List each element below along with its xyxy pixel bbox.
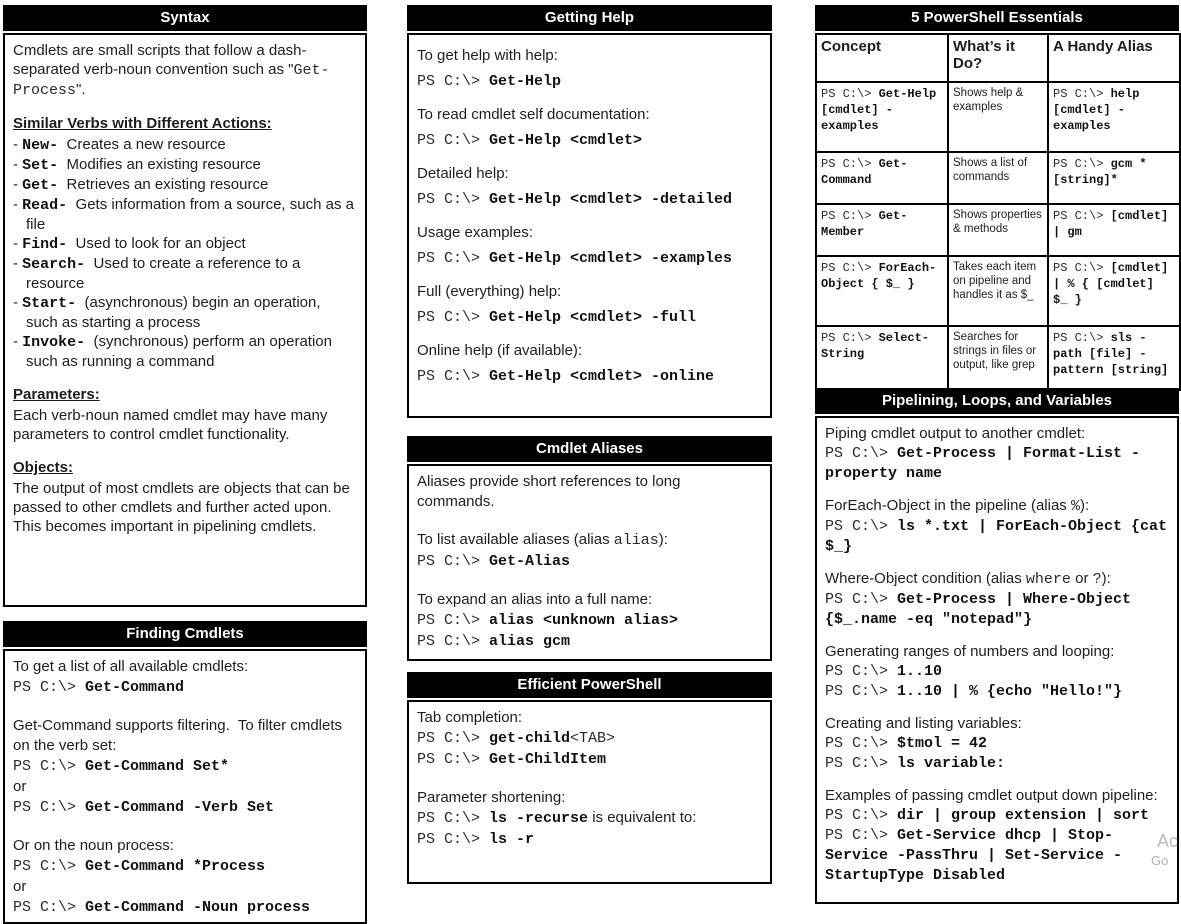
code-run: PS C:\> (417, 73, 490, 90)
text-line (417, 610, 761, 631)
code-run: gcm *[string]* (1053, 157, 1147, 187)
description-cell: Shows a list of commands (948, 152, 1048, 204)
text-line (417, 363, 761, 389)
text-line (417, 186, 761, 212)
text-run: Online help (if available): (417, 342, 583, 359)
text-line (417, 127, 761, 153)
panel-pipelining-loops-variables (815, 388, 1179, 884)
panel-title: 5 PowerShell Essentials (815, 5, 1179, 31)
text-line (13, 756, 356, 797)
text-line (417, 245, 761, 271)
text-block (825, 714, 1168, 773)
text-run: To get help with help: (417, 47, 558, 64)
text-run: To read cmdlet self documentation: (417, 106, 650, 123)
code-run: PS C:\> (13, 899, 86, 916)
alias-cell (1048, 326, 1180, 390)
text-line (1053, 86, 1175, 134)
code-run: PS C:\> (825, 591, 898, 608)
code-run: ls *.txt | ForEach-Object {cat $_} (825, 518, 1177, 555)
text-block (417, 220, 761, 271)
activation-watermark-fragment-1: Ac (1157, 831, 1179, 851)
code-run: PS C:\> (821, 331, 879, 345)
text-run: - (13, 196, 23, 213)
text-run: The output of most cmdlets are objects that can be passed to other cmdlets and further acted upon. This becomes important in pipelining cmdlets. (13, 480, 355, 535)
code-run: alias (613, 532, 659, 549)
text-run: Creates a new resource (58, 136, 226, 153)
code-run: alias <unknown alias> (489, 612, 679, 629)
text-block (13, 836, 356, 918)
text-block (417, 279, 761, 330)
text-line (13, 254, 356, 293)
text-run: Or on the noun process: (13, 837, 174, 854)
code-run: PS C:\> (13, 799, 86, 816)
text-block (417, 338, 761, 389)
text-line (825, 786, 1168, 805)
text-line (13, 836, 356, 856)
code-run: Get-Process (13, 62, 330, 99)
column-header-what: What’s it Do? (948, 34, 1048, 82)
alias-cell (1048, 152, 1180, 204)
text-run: - (13, 294, 23, 311)
code-run: PS C:\> (13, 679, 86, 696)
code-run: ls -r (489, 831, 535, 848)
text-line (13, 195, 359, 234)
code-run: Get-Command -Verb Set (85, 799, 275, 816)
text-line (13, 234, 356, 254)
text-line (825, 424, 1168, 443)
code-run: Get-Command (821, 157, 908, 187)
panel-body (407, 700, 772, 884)
panel-syntax (3, 5, 367, 607)
code-run (229, 758, 346, 775)
text-line (417, 708, 761, 728)
concept-cell (816, 204, 948, 256)
text-run: Aliases provide short references to long commands. (417, 473, 685, 510)
panel-getting-help (407, 5, 772, 418)
code-run: PS C:\> (417, 612, 490, 629)
text-block (825, 786, 1168, 885)
text-line (1053, 260, 1175, 308)
text-run: - (13, 176, 23, 193)
code-run: Get-Service dhcp | Stop-Service -PassThru | Set-Service -StartupType Disabled (825, 827, 1123, 884)
table-row (816, 82, 1180, 152)
code-run: Start- (22, 295, 77, 312)
text-run: Retrieves an existing resource (58, 176, 269, 193)
essentials-table (815, 33, 1181, 391)
code-run: alias gcm (489, 633, 571, 650)
text-line (417, 808, 761, 829)
text-block (417, 43, 761, 94)
text-run: - (13, 136, 23, 153)
code-run: ls variable: (897, 755, 1006, 772)
text-line (13, 716, 356, 756)
code-run: PS C:\> (1053, 87, 1111, 101)
text-line (825, 569, 1168, 589)
code-run: PS C:\> (417, 831, 490, 848)
text-run: ForEach-Object in the pipeline (alias (825, 497, 1071, 514)
text-line (13, 479, 356, 536)
text-line (417, 472, 761, 512)
code-run: Get-Command (85, 679, 185, 696)
text-run: - (13, 255, 23, 272)
code-run: % (1070, 498, 1080, 515)
text-run: (asynchronous) begin an operation, such as starting a process (26, 294, 325, 331)
code-run: PS C:\> (417, 810, 490, 827)
text-block (417, 530, 761, 572)
text-run: Cmdlets are small scripts that follow a dash-separated verb-noun convention such as " (13, 42, 307, 78)
text-line (13, 135, 356, 155)
code-run: help [cmdlet] -examples (1053, 87, 1147, 133)
code-run: Get-Help (489, 73, 562, 90)
code-run: PS C:\> (417, 132, 490, 149)
activation-watermark-fragment-2: Go (1151, 853, 1169, 868)
concept-cell (816, 82, 948, 152)
code-run: PS C:\> (417, 730, 490, 747)
text-line (825, 642, 1168, 661)
panel-title: Finding Cmdlets (3, 621, 367, 647)
text-line (821, 330, 943, 362)
text-block (825, 642, 1168, 701)
panel-title: Syntax (3, 5, 367, 31)
code-run: PS C:\> (417, 751, 490, 768)
code-run: Get-Command Set* (85, 758, 230, 775)
text-run: ): (658, 531, 668, 548)
text-run: Get-Command supports filtering. To filter cmdlets on the verb set: (13, 717, 347, 754)
text-block (13, 479, 356, 536)
table-row (816, 152, 1180, 204)
description-cell: Searches for strings in files or output, like grep (948, 326, 1048, 390)
code-run: PS C:\> (821, 209, 879, 223)
code-run: Get-Help <cmdlet> -detailed (489, 191, 733, 208)
panel-body (407, 33, 772, 418)
text-line (825, 443, 1168, 483)
text-line (417, 68, 761, 94)
text-line (825, 589, 1168, 629)
text-run: Each verb-noun named cmdlet may have many parameters to control cmdlet functionality. (13, 407, 332, 443)
text-run: Usage examples: (417, 224, 533, 241)
text-line (13, 155, 356, 175)
text-block (825, 424, 1168, 483)
code-run: [cmdlet] | % { [cmdlet] $_ } (1053, 261, 1176, 307)
section-heading: Objects: (13, 459, 74, 476)
text-run: Used to create a reference to a resource (26, 255, 305, 292)
text-line (417, 749, 761, 770)
concept-cell (816, 326, 948, 390)
text-line (417, 304, 761, 330)
text-line (13, 657, 356, 677)
text-line (13, 406, 356, 444)
code-run: ForEach-Object { $_ } (821, 261, 937, 291)
text-run: To get a list of all available cmdlets: (13, 658, 249, 675)
text-block (417, 472, 761, 512)
alias-cell (1048, 204, 1180, 256)
code-run: Set- (22, 157, 59, 174)
text-run: Gets information from a source, such as a file (26, 196, 359, 233)
essentials-table-body (816, 82, 1180, 390)
code-run: PS C:\> (1053, 157, 1111, 171)
text-line (821, 260, 943, 292)
text-line (1053, 156, 1175, 188)
bullet-list (13, 135, 359, 371)
text-line (825, 714, 1168, 733)
text-line (13, 677, 356, 698)
code-run: Get-Help <cmdlet> (489, 132, 643, 149)
code-run: PS C:\> (825, 735, 898, 752)
text-run: Modifies an existing resource (58, 156, 261, 173)
panel-body (407, 464, 772, 661)
text-line (1053, 330, 1175, 378)
code-run: PS C:\> (13, 758, 86, 775)
text-run: Full (everything) help: (417, 283, 562, 300)
text-line (825, 661, 1168, 681)
code-run: <TAB> (570, 730, 616, 747)
code-run: Get-ChildItem (489, 751, 607, 768)
code-run: ls -recurse (489, 810, 589, 827)
code-run: PS C:\> (1053, 209, 1111, 223)
code-run: Select-String (821, 331, 930, 361)
alias-cell (1048, 82, 1180, 152)
text-run: Tab completion: (417, 709, 523, 726)
text-run: - (13, 235, 23, 252)
text-line (825, 516, 1177, 556)
code-run: Find- (22, 236, 68, 253)
code-run: PS C:\> (417, 633, 490, 650)
code-run: PS C:\> (825, 445, 898, 462)
text-line (825, 825, 1168, 885)
concept-cell (816, 152, 948, 204)
text-line (821, 86, 943, 134)
table-row (816, 256, 1180, 326)
text-run: ): (1101, 570, 1111, 587)
text-line (417, 279, 761, 304)
code-run: PS C:\> (825, 807, 898, 824)
text-line (13, 897, 356, 918)
description-cell: Shows help & examples (948, 82, 1048, 152)
text-run: is equivalent to: (588, 809, 697, 826)
column-header-concept: Concept (816, 34, 948, 82)
code-run: PS C:\> (825, 827, 898, 844)
text-run: Piping cmdlet output to another cmdlet: (825, 425, 1086, 442)
code-run: Get- (22, 177, 59, 194)
code-run: PS C:\> (417, 191, 490, 208)
text-run: Generating ranges of numbers and looping: (825, 643, 1115, 660)
panel-body (815, 416, 1179, 904)
text-line (13, 293, 356, 332)
panel-cmdlet-aliases (407, 436, 772, 661)
text-run: Parameter shortening: (417, 789, 566, 806)
text-line (13, 856, 356, 897)
text-line (417, 551, 761, 572)
text-run: Detailed help: (417, 165, 509, 182)
code-run: PS C:\> (417, 250, 490, 267)
text-block (13, 716, 356, 818)
code-run: Read- (22, 197, 68, 214)
code-run: sls -path [file] -pattern [string] (1053, 331, 1169, 377)
text-line (825, 805, 1168, 825)
text-line (417, 590, 761, 610)
panel-body (815, 33, 1179, 391)
text-run: To list available aliases (alias (417, 531, 614, 548)
code-run: Get-Alias (489, 553, 571, 570)
text-line (417, 43, 761, 68)
text-block (417, 102, 761, 153)
code-run: PS C:\> (825, 755, 898, 772)
table-header-row (816, 34, 1180, 82)
text-line (417, 161, 761, 186)
text-line (821, 156, 943, 188)
text-line (417, 829, 761, 850)
code-run: PS C:\> (417, 309, 490, 326)
section-heading: Similar Verbs with Different Actions: (13, 115, 272, 132)
text-run: Where-Object condition (alias (825, 570, 1026, 587)
code-run: PS C:\> (1053, 261, 1111, 275)
section-heading: Parameters: (13, 386, 100, 403)
panel-title: Getting Help (407, 5, 772, 31)
text-run: - (13, 156, 23, 173)
code-run: PS C:\> (825, 663, 898, 680)
alias-cell (1048, 256, 1180, 326)
code-run: Get-Command -Noun process (85, 899, 311, 916)
code-run: get-child (489, 730, 571, 747)
code-run: PS C:\> (821, 157, 879, 171)
code-run: PS C:\> (821, 87, 879, 101)
panel-title: Pipelining, Loops, and Variables (815, 388, 1179, 414)
text-block (825, 496, 1177, 556)
code-run: Get-Help [cmdlet] -examples (821, 87, 944, 133)
code-run: 1..10 | % {echo "Hello!"} (897, 683, 1123, 700)
concept-cell (816, 256, 948, 326)
text-run: or (13, 878, 27, 895)
code-run: Get-Help <cmdlet> -examples (489, 250, 733, 267)
code-run: PS C:\> (417, 368, 490, 385)
code-run: 1..10 (897, 663, 943, 680)
text-line (417, 728, 761, 749)
text-block (417, 161, 761, 212)
text-line (417, 220, 761, 245)
code-run (265, 858, 346, 875)
text-run: or (13, 778, 27, 795)
panel-title: Efficient PowerShell (407, 672, 772, 698)
code-run: PS C:\> (13, 858, 86, 875)
text-block (13, 657, 356, 698)
code-run: Get-Process | Format-List -property name (825, 445, 1141, 482)
text-run: ". (76, 81, 86, 98)
text-run: Used to look for an object (67, 235, 246, 252)
text-line (825, 753, 1168, 773)
text-line (417, 102, 761, 127)
text-line (13, 41, 356, 100)
panel-efficient-powershell (407, 672, 772, 884)
code-run: PS C:\> (825, 683, 898, 700)
code-run: PS C:\> (1053, 331, 1111, 345)
text-line (13, 332, 356, 371)
text-line (13, 797, 356, 818)
text-block (417, 590, 761, 652)
code-run: Get-Process | Where-Object {$_.name -eq "notepad"} (825, 591, 1141, 628)
code-run: Get-Help <cmdlet> -online (489, 368, 715, 385)
text-line (825, 733, 1168, 753)
panel-finding-cmdlets (3, 621, 367, 916)
text-line (417, 338, 761, 363)
text-run: or (1070, 570, 1093, 587)
panel-body (3, 649, 367, 924)
text-block (417, 708, 761, 770)
text-run: ): (1079, 497, 1090, 514)
text-block (825, 569, 1168, 629)
code-run: dir | group extension | sort (897, 807, 1150, 824)
text-line (417, 631, 761, 652)
table-row (816, 326, 1180, 390)
table-row (816, 204, 1180, 256)
code-run: PS C:\> (821, 261, 879, 275)
code-run: PS C:\> (825, 518, 898, 535)
text-line (825, 496, 1168, 516)
code-run: [cmdlet] | gm (1053, 209, 1176, 239)
description-cell: Shows properties & methods (948, 204, 1048, 256)
code-run: Invoke- (22, 334, 86, 351)
column-header-alias: A Handy Alias (1048, 34, 1180, 82)
text-line (13, 175, 356, 195)
text-block (13, 41, 356, 100)
code-run: ? (1092, 571, 1102, 588)
text-line (825, 681, 1168, 701)
code-run: Get-Help <cmdlet> -full (489, 309, 697, 326)
code-run: Get-Command *Process (85, 858, 266, 875)
code-run: Get-Member (821, 209, 908, 239)
text-block (417, 788, 761, 850)
text-line (821, 208, 943, 240)
text-run: - (13, 333, 23, 350)
panel-body (3, 33, 367, 607)
code-run: New- (22, 137, 59, 154)
text-line (1053, 208, 1175, 240)
text-run: To expand an alias into a full name: (417, 591, 653, 608)
text-run: Examples of passing cmdlet output down pipeline: (825, 787, 1158, 804)
text-block (13, 406, 356, 444)
code-run: PS C:\> (417, 553, 490, 570)
text-run: (synchronous) perform an operation such as running a command (26, 333, 337, 370)
panel-powershell-essentials (815, 5, 1179, 375)
code-run: where (1025, 571, 1071, 588)
panel-title: Cmdlet Aliases (407, 436, 772, 462)
text-line (417, 530, 761, 551)
code-run: $tmol = 42 (897, 735, 988, 752)
text-run: Creating and listing variables: (825, 715, 1022, 732)
code-run: Search- (22, 256, 86, 273)
description-cell: Takes each item on pipeline and handles it as $_ (948, 256, 1048, 326)
text-line (417, 788, 761, 808)
